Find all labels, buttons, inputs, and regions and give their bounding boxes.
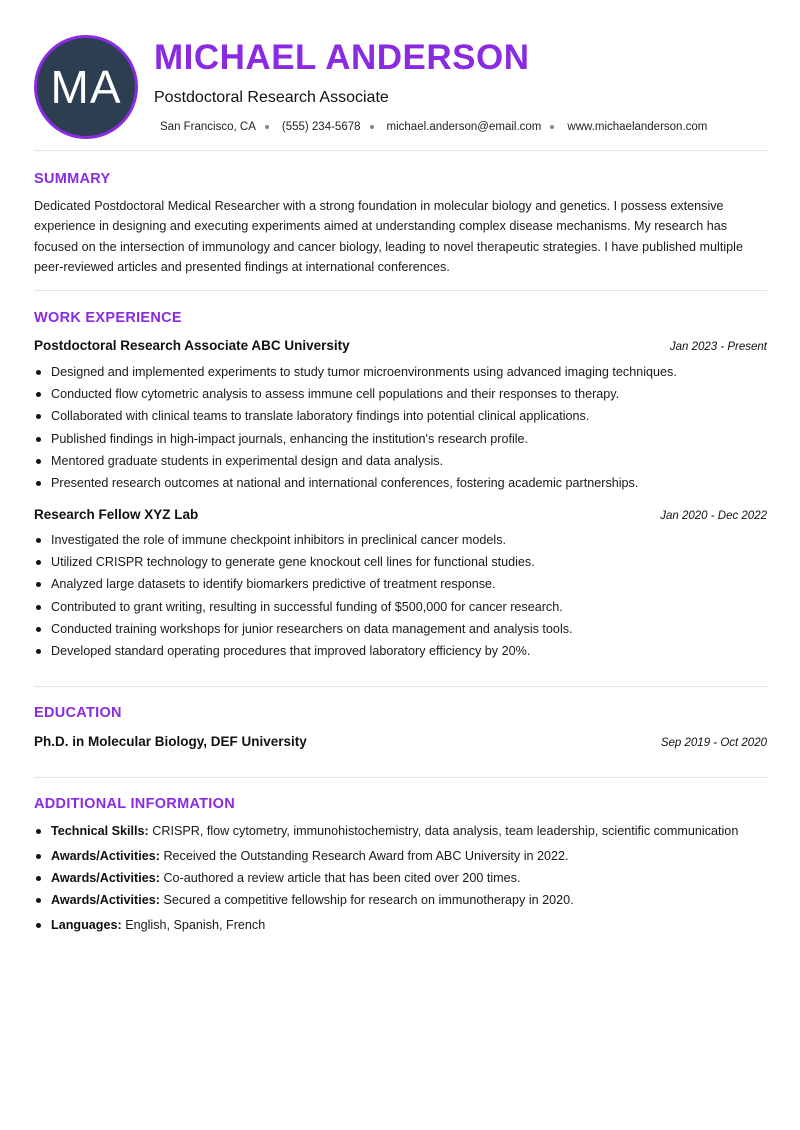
- list-item: [34, 916, 767, 935]
- job-bullet-list: [34, 363, 767, 496]
- list-item: Designed and implemented experiments to study tumor microenvironments using advanced imaging techniques.: [34, 363, 767, 385]
- list-item: Collaborated with clinical teams to translate laboratory findings into potential clinical applications.: [34, 407, 767, 429]
- job-bullet-list: [34, 531, 767, 664]
- contact-separator: [370, 125, 374, 129]
- education-degree: Ph.D. in Molecular Biology, DEF University: [34, 734, 307, 749]
- list-item: Utilized CRISPR technology to generate gene knockout cell lines for functional studies.: [34, 553, 767, 575]
- item-text: English, Spanish, French: [125, 918, 266, 932]
- job-date: Jan 2020 - Dec 2022: [660, 510, 767, 522]
- contact-bar: [160, 121, 707, 133]
- list-item: Conducted training workshops for junior researchers on data management and analysis tools.: [34, 620, 767, 642]
- list-item: Mentored graduate students in experimental design and data analysis.: [34, 452, 767, 474]
- item-label: Languages:: [51, 918, 122, 932]
- candidate-name: MICHAEL ANDERSON: [154, 38, 530, 77]
- education-date: Sep 2019 - Oct 2020: [660, 737, 767, 749]
- contact-website[interactable]: www.michaelanderson.com: [567, 121, 708, 133]
- avatar: [34, 35, 138, 139]
- section-divider: [34, 777, 767, 778]
- job-date: Jan 2023 - Present: [669, 341, 767, 353]
- candidate-title: Postdoctoral Research Associate: [154, 89, 389, 106]
- list-item: Presented research outcomes at national and international conferences, fostering academic partnerships.: [34, 474, 767, 496]
- job-header: [34, 507, 767, 522]
- education-heading: EDUCATION: [34, 705, 122, 721]
- list-item: Published findings in high-impact journals, enhancing the institution's research profile.: [34, 430, 767, 452]
- list-item: Contributed to grant writing, resulting in successful funding of $500,000 for cancer research.: [34, 598, 767, 620]
- list-item: [34, 822, 739, 841]
- list-item: Investigated the role of immune checkpoint inhibitors in preclinical cancer models.: [34, 531, 767, 553]
- additional-heading: ADDITIONAL INFORMATION: [34, 796, 235, 812]
- avatar-initials: MA: [50, 61, 122, 113]
- contact-location: San Francisco, CA: [160, 121, 256, 133]
- job-role: Research Fellow XYZ Lab: [34, 507, 199, 522]
- item-text: Received the Outstanding Research Award from ABC University in 2022.: [163, 849, 569, 863]
- contact-phone: (555) 234-5678: [281, 121, 361, 133]
- list-item: Conducted flow cytometric analysis to assess immune cell populations and their responses to therapy.: [34, 385, 767, 407]
- additional-list: [34, 822, 767, 935]
- summary-heading: SUMMARY: [34, 171, 111, 187]
- item-text: Co-authored a review article that has been cited over 200 times.: [163, 871, 521, 885]
- item-label: Awards/Activities:: [51, 849, 160, 863]
- job-role: Postdoctoral Research Associate ABC University: [34, 338, 350, 353]
- list-item: [34, 869, 767, 888]
- list-item: [34, 891, 767, 910]
- section-divider: [34, 686, 767, 687]
- contact-email[interactable]: michael.anderson@email.com: [386, 121, 542, 133]
- section-divider: [34, 290, 767, 291]
- section-divider: [34, 150, 767, 151]
- list-item: Developed standard operating procedures that improved laboratory efficiency by 20%.: [34, 642, 767, 664]
- education-entry: [34, 734, 767, 749]
- item-label: Technical Skills:: [51, 824, 149, 838]
- job-header: [34, 338, 767, 353]
- item-text: CRISPR, flow cytometry, immunohistochemistry, data analysis, team leadership, scientific communication: [152, 824, 739, 838]
- item-label: Awards/Activities:: [51, 871, 160, 885]
- summary-text: Dedicated Postdoctoral Medical Researcher with a strong foundation in molecular biology and genetics. I possess extensive experience in designing and executing experiments aimed at understanding complex disease mechanisms. My research has focused on the intersection of immunology and cancer biology, leading to novel therapeutic strategies. I have published multiple peer-reviewed articles and presented findings at international conferences.: [34, 199, 743, 274]
- list-item: Analyzed large datasets to identify biomarkers predictive of treatment response.: [34, 575, 767, 597]
- item-text: Secured a competitive fellowship for research on immunotherapy in 2020.: [163, 893, 574, 907]
- contact-separator: [550, 125, 554, 129]
- item-label: Awards/Activities:: [51, 893, 160, 907]
- contact-separator: [265, 125, 269, 129]
- list-item: [34, 847, 767, 866]
- experience-heading: WORK EXPERIENCE: [34, 310, 182, 326]
